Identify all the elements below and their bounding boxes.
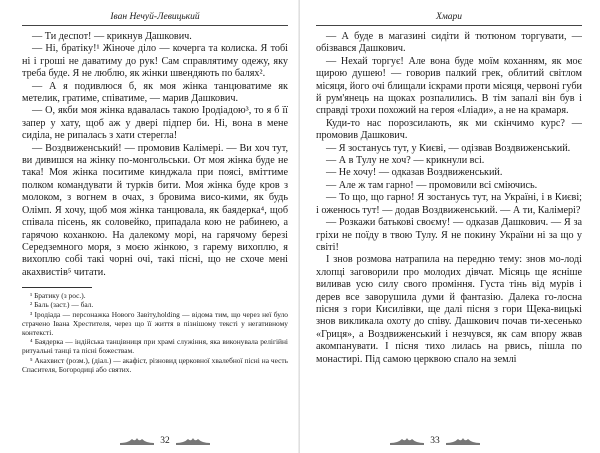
footnote: ¹ Братику (з рос.). [30, 291, 86, 301]
ornament-icon [390, 436, 424, 446]
paragraph: — Ти деспот! — крикнув Дашкович. [32, 31, 192, 42]
left-running-head: Іван Нечуй-Левицький [22, 12, 288, 26]
footnotes [22, 291, 288, 374]
paragraph: — Ні, братіку!¹ Жіноче діло — кочерга та колиска. Я тобі ні і гроші не даватиму до рук! Сам справлятиму одежу, яку треба буде. Я не люблю, як жінки швендяють по балях². [22, 43, 288, 80]
paragraph: — Розкажи батькові своєму! — одказав Дашкович. — Я за гріхи не поїду в твою Тулу. Я не покину України ні за що у світі! [316, 217, 582, 253]
paragraph: — А в Тулу не хоч? — крикнули всі. [326, 155, 485, 167]
ornament-icon [446, 436, 480, 446]
paragraph: — А я подивлюся б, як моя жінка танцюватиме як метелик, гратиме, співатиме, — марив Дашкович. [22, 80, 288, 105]
footnote: ⁵ Акахвист (розм.), (діал.) — акафіст, різновид церковної хвалебної пісні на честь Спасителя, Богородиці або святих. [22, 355, 288, 374]
left-folio [100, 435, 230, 447]
paragraph: — То що, що гарно! Я зостанусь тут, на Україні, і в Києві; і оженюсь тут! — додав Воздвиженський. — А ти, Калімері? [316, 192, 582, 216]
paragraph: — Нехай торгує! Але вона буде моїм коханням, як моє щирою душею! — говорив палкий грек, облитий світлом місяця, його очі блищали іскрами проти місяця, червоні губи й рум'янець на щоках розпалились. В тім запалі він був і справді трохи похожий на героя «Іліади», а не на крамаря. [316, 55, 582, 117]
paragraph: — Воздвиженський! — промовив Калімері. — Ви хоч тут, ви дивишся на жінку по-монгольськи. От моя жінка буде не така! Моя жінка поситиме кинджала при поясі, вміттиме полком командувати й турків бити. Моя жінка буде кров з молоком, з вогнем в очах, з бровима висо-кими, як будь Олімп. Я хочу, щоб моя жінка танцювала, як баядерка⁴, щоб співала пісень, як соловейко, припадала кою не рабинею, а гарячою коханкою. На далекому морі, на гарячому березі Середземного моря, з моєю жінкою, з гарему вихоплю, я вихоплю собі такі чорні очі, такі пісні, що не схоче мені акахвистів⁵ читати. [22, 142, 288, 278]
page-number: 33 [430, 436, 440, 446]
paragraph: — Я зостанусь тут, у Києві, — одізвав Воздвиженський. [326, 142, 571, 154]
right-page-body [316, 31, 582, 366]
footnote: ³ Іродіада — персонажка Нового Завіту,holding — відома тим, що через неї було страчено Івана Хрестителя, через що її життя в пізнішому тексті у негативному контексті. [22, 309, 288, 337]
footnote: ² Баль (заст.) — бал. [30, 300, 94, 310]
paragraph: — А буде в магазині сидіти й тютюном торгувати, — обізвався Дашкович. [316, 31, 582, 55]
right-running-head: Хмари [316, 12, 582, 26]
ornament-icon [120, 436, 154, 446]
paragraph: Куди-то нас порозсилають, як ми скінчимо курс? — промовив Дашкович. [316, 117, 582, 142]
page-number: 32 [160, 436, 170, 446]
paragraph: — Але ж там гарно! — промовили всі сміючись. [326, 179, 538, 191]
left-page-body [22, 31, 288, 374]
right-folio [370, 435, 500, 447]
paragraph: — О, якби моя жінка вдавалась такою Іродіадою³, то я б її запер у хату, щоб аж у двері підпер би. Ні, вона в мене сиділа, не рипалась з хати стерегла! [22, 105, 288, 142]
ornament-icon [176, 436, 210, 446]
right-page [300, 0, 600, 453]
paragraph: — Не хочу! — одказав Воздвиженський. [326, 167, 503, 179]
footnote: ⁴ Баядерка — індійська танцівниця при храмі служіння, яка виконувала релігійні ритуальні танці та пісні божествам. [22, 337, 288, 356]
paragraph: І знов розмова натрапила на передню тему: знов мо-лоді хлопці заговорили про молодих дівчат. Місяць ще ясніше виливав усю силу свого проміння. Густа тінь від мурів і дерев все заворушила думи й фантазію. Далека го-лосна пісня з гори Кисилівки, ще далі пісня з гори Щека-вицькі знов викликала охоту до співу. Дашкович почав ти-хесенько «Гриця», а Воздвиженський і незчувся, як сам впору жвав акомпанувати. І пісня тихо лилась на рвись, пішла по монастирі. Під самою церквою спало на землі [316, 254, 582, 365]
footnote-rule [22, 287, 92, 288]
